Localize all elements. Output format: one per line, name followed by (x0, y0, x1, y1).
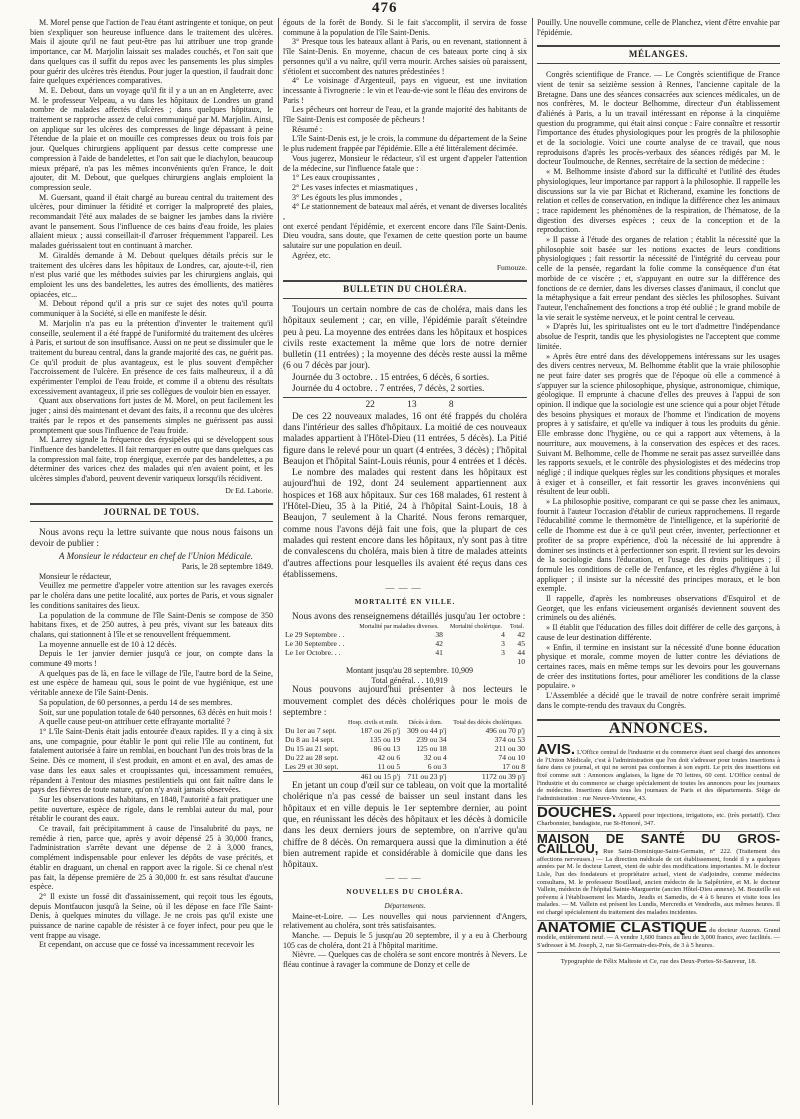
table-cell: 44 (517, 647, 525, 657)
paragraph: Toujours un certain nombre de cas de choléra, mais dans les hôpitaux seulement ; car, en ville, l'épidémie paraît s'éteindre peu à peu. La moyenne des entrées dans les hôpitaux et hospices civils reste exactement la même que lors de notre dernier bulletin (11 entrées) ; la moyenne des décès reste aussi la même (6 ou 7 décès par jour). (283, 304, 527, 372)
table-cell (283, 772, 344, 782)
paragraph: 1° L'île Saint-Denis était jadis entourée d'eaux rapides. Il y a cinq à six ans, une compagnie, pour établir le pont qui relie l'île au continent, fut fatalement autorisée à faire un remblai, en bouchant l'un des trois bras de la Seine. Dès ce moment, il s'est produit, en amont et en aval, des amas de vase dans les eaux sales et croupissantes qui, incessamment remuées, répandent à l'entour des miasmes pestilentiels qui ont fait naître dans le pays des fièvres de toute nature, qu'on n'y avait jamais observées. (30, 727, 273, 795)
table-cell: 6 ou 3 (427, 762, 447, 772)
page-number: 476 (372, 0, 398, 16)
mortality-heading: MORTALITÉ EN VILLE. (354, 597, 456, 606)
paragraph: 4° Le voisinage d'Argenteuil, pays en vigueur, est une invitation incessante à l'ivrognerie : le vin et l'eau-de-vie sont le fléau des environs de Paris ! (283, 76, 527, 105)
paragraph: L'Assemblée a décidé que le travail de notre confrère serait imprimé dans le compte-rendu des travaux du Congrès. (537, 691, 780, 710)
table-row (283, 639, 527, 648)
paragraph: » Après être entré dans des développemens intéressans sur les usages des divers centres nerveux, M. Belhomme établit que la vraie philosophie ne peut faire dater ses progrès que de l'époque où elle a commencé à s'appuyer sur la science philosophique, physique, astronomique, chimique, géologique. Il emprunte à chacune d'elles des preuves à l'appui de son opinion. Il indique que la sociologie est une science qui a pour objet l'étude des besoins physiques et moraux de l'homme et l'indication de moyens propres à y satisfaire, et qu'elle va indiquer à tous les produits du génie. Elle embrasse donc l'hygiène, ou ce qui a rapport aux vêtemens, à la nourriture, aux mouvemens, à la conservation des espèces et des races. Suivant M. Belhomme, celle de l'homme ne serait pas assez surveillée dans les rapports sexuels, et le contrôle des physiologistes et des médecins trop négligé ; il indique quelques règles sur les conditions physiques et morales à exiger et à conseiller, et fait ressortir les graves inconvéniens qui résultent de leur oubli. (537, 351, 780, 497)
total-entries: 22 (365, 400, 375, 411)
paragraph: Veuillez me permettre d'appeler votre attention sur les ravages exercés par le choléra dans une petite localité, aux portes de Paris, et vous signaler les conditions sanitaires des lieux. (30, 581, 273, 610)
paragraph: Et cependant, on accuse que ce fossé va incessamment recevoir les (39, 940, 255, 950)
column-header: Total des décès cholériques. (453, 719, 523, 727)
table-cell: 125 ou 18 (416, 744, 447, 754)
ad-maison-sante (537, 832, 780, 921)
table-cell: 32 ou 4 (423, 753, 447, 763)
table-cell: 211 ou 30 (494, 744, 525, 754)
table-cell: 187 ou 26 p'j (360, 726, 401, 736)
paragraph: 2° Il existe un fossé dit d'assainissement, qui reçoit tous les égouts, depuis Montfaucon jusqu'à la Seine, où il les dépose en face l'île Saint-Denis, à quelques minutes du village. Je ne crois pas qu'il existe une puissance de narine capable de résister à ce foyer infect, pour peu que le vent frappe au visage. (30, 891, 273, 940)
divider (283, 397, 527, 398)
column-header (283, 719, 344, 726)
paragraph: A quelques pas de là, en face le village de l'île, l'autre bord de la Seine, est une espèce de hameau qui, sous le point de vue hygiénique, est une véritable annexe de l'île Saint-Denis. (30, 668, 273, 698)
paragraph: Le nombre des malades qui restent dans les hôpitaux est aujourd'hui de 192, dont 24 seulement appartiennent aux hospices et 168 aux hôpitaux. Sur ces 168 malades, 61 restent à l'Hôtel-Dieu, 35 à la Pitié, 24 à l'hôpital Saint-Louis, 18 à Beaujon, 7 seulement à la Charité. Nous ferons remarquer, comme nous l'avons déjà fait une fois, que la plupart de ces malades qui restent encore dans les hôpitaux, n'y sont pas à titre de convalescens du choléra, mais bien à titre de malades atteints d'autres affections pour lesquelles ils avaient été reçus dans ces établissemens. (283, 468, 527, 580)
total-exits: 8 (448, 400, 454, 411)
paragraph: Congrès scientifique de France. — Le Congrès scientifique de France vient de tenir sa seizième session à Rennes, l'ancienne capitale de la Bretagne. Dans une des séances consacrées aux sciences médicales, un de nos confrères, M. le docteur Belhomme, directeur d'un établissement d'aliénés à Paris, a lu un travail intéressant en réponse à la cinquième question du programme, qui était ainsi conçue : Faire connaître et ressortir l'importance des études physiologiques pour les progrès de la philosophie et de la sociologie. Voici une courte analyse de ce travail, que nous reproduisons d'après les procès-verbaux des séances rédigés par M. le docteur Toulmouche, de Rennes, secrétaire de la section de médecine : (537, 70, 780, 167)
signature: Dr Ed. Laborie. (225, 485, 273, 495)
paragraph: Agréez, etc. (292, 250, 331, 260)
paragraph: La moyenne annuelle est de 10 à 12 décès. (39, 639, 177, 649)
table-row (283, 630, 527, 639)
paragraph: ont exercé pendant l'épidémie, et exercent encore dans l'île Saint-Denis. Dieu voudra, sans doute, que l'examen de cette question porte un baume salutaire sur une population en deuil. (283, 221, 527, 251)
paragraph: M. Morel pense que l'action de l'eau étant astringente et tonique, on peut bien s'expliquer son heureuse influence dans le traitement des ulcères. Mais il ajoute qu'il ne faut peut-être pas lui attribuer une trop grande importance, car M. Marjolin laissait ses malades couchés, et l'on sait que dans quelques cas il suffit du repos avec les pansements les plus simples pour guérir des ulcères très étendus. Pour juger la question, il faudrait donc faire quelques expériences comparatives. (30, 18, 273, 86)
table-cell: 135 ou 19 (369, 735, 401, 745)
table-total-row (283, 772, 527, 782)
ad-text: du docteur Auzoux. Grand modèle, entièrement neuf. — A vendre 1,600 francs au lieu de 3,000 francs, avec facilités. — S'adresser à M. Joseph, 2, rue St-Germain-des-Prés, de 3 à 5 heures. (537, 926, 780, 949)
table-row (283, 735, 527, 744)
paragraph: Pouilly. Une nouvelle commune, celle de Planchez, vient d'être envahie par l'épidémie. (537, 18, 780, 37)
section-heading-journal: JOURNAL DE TOUS. (30, 503, 273, 522)
journal-date: Paris, le 28 septembre 1849. (181, 562, 273, 572)
table-cell: 41 (435, 647, 443, 657)
paragraph: Vous jugerez, Monsieur le rédacteur, s'il est urgent d'appeler l'attention de la médecine, sur l'influence fatale que : (283, 153, 527, 173)
paragraph: Nous pouvons aujourd'hui présenter à nos lecteurs le mouvement complet des décès cholériques pour le mois de septembre : (283, 685, 527, 718)
column-header: Mortalité par maladies diverses. (359, 622, 439, 630)
paragraph: M. Debout répond qu'il a pris sur ce sujet des notes qu'il pourra communiquer à la Société, si elle en manifeste le désir. (30, 299, 273, 319)
table-cell: 10 (517, 656, 525, 666)
paragraph: En jetant un coup d'œil sur ce tableau, on voit que la mortalité cholérique n'a pas cessé de baisser un seul instant dans les hôpitaux et en ville depuis le 1er septembre dernier, au point que, en réunissant les décès des hôpitaux et les décès à domicile dans les deux derniers jours de septembre, on n'arrive qu'au chiffre de 8 décès. On remarquera aussi que la diminution a été bien autrement rapide et considérable à domicile que dans les hôpitaux. (283, 781, 527, 871)
paragraph: De ces 22 nouveaux malades, 16 ont été frappés du choléra dans l'intérieur des salles d'hôpitaux. La moitié de ces nouveaux malades appartient à l'Hôtel-Dieu (11 entrées, 5 décès). La Pitié figure dans le relevé pour un quart (4 entrées, 3 décès) ; l'hôpital Beaujon et l'hôpital Saint-Louis réunis, pour 4 entrées et 1 décès. (283, 411, 527, 467)
ad-anatomie (537, 918, 780, 954)
paragraph: M. E. Debout, dans un voyage qu'il fit il y a un an en Angleterre, avec M. le professeur Velpeau, a vu dans les hôpitaux de Londres un grand nombre de malades affectés d'ulcères ; dans quelques hôpitaux, le traitement se rapproche assez de celui communiqué par M. Marjolin. Ainsi, on applique sur les ulcères des compresses de linge dépassant à peine l'étendue de la plaie et on mouille ces compresses deux ou trois fois par jour. Quelques chirurgiens appliquent par dessus cette compresse une compression à l'aide de bandelettes, et l'on sait que le diachylon, beaucoup mieux préparé, n'a pas les mêmes inconvénients qu'en France, le doit ajouter, dit M. Debout, que quelques chirurgiens anglais emploient la compression seule. (30, 85, 273, 192)
printer-footer: Typographie de Félix Malteste et Ce, rue des Deux-Portes-St-Sauveur, 18. (560, 958, 757, 966)
bulletin-body (283, 305, 527, 581)
table-cell: Le 1er Octobre. . . (285, 647, 341, 657)
journal-salutation: Monsieur le rédacteur, (39, 571, 112, 581)
ad-douches (537, 806, 780, 831)
table-row (283, 753, 527, 762)
table-cell: 4 (501, 629, 505, 639)
ad-text: Appareil pour injections, irrigations, etc. (très portatif). Chez Charbonnier, bandagiste, rue St-Honoré, 347. (537, 812, 780, 827)
section-heading-annonces: ANNONCES. (537, 719, 780, 738)
paragraph: Nous avons des renseignemens détaillés jusqu'au 1er octobre : (292, 611, 526, 622)
table-cell: 74 ou 10 (498, 753, 525, 763)
table-header (283, 623, 527, 630)
column-divider (532, 18, 533, 1105)
table-row (283, 648, 527, 657)
paragraph: La population de la commune de l'île Saint-Denis se compose de 350 habitans fixes, et de 250 autres, à peu près, vivant sur les bateaux dits chalans, qui stationnent à l'île et se renouvellent fréquemment. (30, 610, 273, 639)
paragraph: égouts de la forêt de Bondy. Si le fait s'accomplit, il servira de fosse commune à la population de l'île Saint-Denis. (283, 18, 527, 37)
column-header: Total. (509, 622, 525, 630)
column-header: Hosp. civils et milit. (348, 719, 399, 727)
ad-avis (537, 743, 780, 806)
paragraph: M. Marjolin n'a pas eu la prétention d'inventer le traitement qu'il conseille, seulement il a été frappé de l'uniformité du traitement des ulcères à Paris, et surtout de son insuffisance. Aussi on ne peut se dissimuler que le traitement du bureau central, dans la grande majorité des cas, ne guérit pas. Ce qu'il produit de plus avantageux, est le plus souvent d'empêcher l'accroissement de l'ulcère. En présence de ces faits malheureux, il a dû expérimenter l'emploi de l'eau froide, et comme il a obtenu des résultats excessivement avantageux, il prie ses collègues de vouloir bien en essayer. (30, 318, 273, 396)
column-divider (278, 18, 279, 1105)
paragraph: » D'après lui, les spiritualistes ont eu le tort d'admettre l'indépendance absolue de l'esprit, tandis que les physiologistes ne l'acceptent que comme limitée. (537, 322, 780, 351)
section-heading-bulletin: BULLETIN DU CHOLÉRA. (283, 280, 527, 299)
paragraph: Les pêcheurs ont horreur de l'eau, et la grande majorité des habitants de l'île Saint-Denis est composée de pêcheurs ! (283, 105, 527, 125)
ad-title: ANATOMIE CLASTIQUE (537, 918, 708, 936)
column-header: Mortalité cholérique. (449, 622, 503, 630)
table-cell: Du 1er au 7 sept. (285, 726, 337, 736)
table-cell: 309 ou 44 p'j (407, 726, 447, 736)
table-cell: 711 ou 23 p'j (407, 772, 447, 782)
table-row (283, 762, 527, 772)
paragraph: » La philosophie positive, comparant ce qui se passe chez les animaux, fournit à l'auteur l'occasion d'établir de curieux rapprochemens. Il regarde l'éducabilité comme le thermomètre de l'intelligence, et la supériorité de celle de l'homme est due à ce qu'il peut créer, inventer, perfectionner et profiter de sa propre expérience, d'où la nécessité de lui apprendre à dominer ses instincts et à perfectionner son esprit. Il revient sur les devoirs de la sociologie dans l'éducation, et l'usage des droits politiques ; il formule les conditions de celle de l'enfance, et les règles d'hygiène à lui appliquer ; il insiste sur la nécessité des principes moraux, et le bon exemple. (537, 497, 780, 594)
paragraph: Ce travail, fait précipitamment à cause de l'insalubrité du pays, ne remédie à rien, parce que, après y avoir dépensé 25 à 30,000 francs, l'administration s'arrête devant une dépense de 2 à 3,000 francs, complément indispensable pour enlever les dépôts de vase précités, et établir en draguant, un chenal en rapport avec la rigole. Si ce chenal n'est pas fait, la dépense première de 25 à 30,000 fr. est sans résultat d'aucune espèce. (30, 824, 273, 892)
table-cell: 461 ou 15 p'j (360, 772, 401, 782)
table-cell: 42 ou 6 (377, 753, 401, 763)
paragraph: 3° Presque tous les bateaux allant à Paris, ou en revenant, stationnent à l'île Saint-Denis. En moyenne, chacun de ces bateaux porte cinq à six personnes qu'il a vu naître, qu'il verra mourir. Arches saisies où paraissent, s'étiolent et succombent des natures prédestinées ! (283, 37, 527, 76)
table-cell: 374 ou 53 (494, 735, 525, 745)
ad-text: Rue Saint-Dominique-Saint-Germain, n° 222. (Traitement des affections nerveuses.) — La direction médicale de cet établissement, fondé il y a quelques années par M. le docteur Lenret, vient de subir des modifications importantes. M. le docteur Lisle, l'un des fondateurs et propriétaire actuel, vient de s'adjoindre, comme médecins consultans, M. le professeur Bouillaud, ancien médecin de la Salpêtrière, et M. le docteur Vallein, médecin de l'hôpital Sainte-Marguerite (ancien Hôtel-Dieu annexe). M. Bouteille est prévenu à l'établissement les Mardis, Jeudis et Samedis, de 4 à 6 heures et visite tous les malades. — M. Vallein est présent les Lundis, Mercredis et Vendredis, aux mêmes heures. Il est chargé spécialement du traitement des malades incidentes. (537, 848, 780, 916)
bulletin-row: Journée du 3 octobre. . 15 entrées, 6 décès, 6 sorties. (292, 372, 490, 383)
table-cell: Le 30 Septembre . . (285, 638, 345, 648)
mortality-table (283, 623, 527, 666)
paragraph: Nièvre. — Quelques cas de choléra se sont encore montrés à Nevers. Le fléau continue à ravager la commune de Donzy et celle de (283, 950, 527, 970)
table-row (283, 744, 527, 753)
table-cell: 42 (435, 638, 443, 648)
paragraph: Soit, sur une population totale de 640 personnes, 63 décès en huit mois ! (39, 707, 273, 717)
column-3 (537, 18, 780, 967)
table-cell: 1172 ou 39 p'j (481, 772, 525, 782)
ad-title: AVIS. (537, 741, 576, 759)
nouvelles-subheading: Départements. (384, 901, 426, 910)
ad-title: MAISON DE SANTÉ DU GROS-CAILLOU, (537, 830, 780, 857)
table-cell: 86 ou 13 (373, 744, 401, 754)
ad-title: DOUCHES. (537, 804, 617, 822)
list-item: 1° Les eaux croupissantes , (292, 173, 380, 183)
list-item: 3° Les égouts les plus immondes , (292, 192, 402, 202)
table-cell: 3 (501, 647, 505, 657)
paragraph: Sur les observations des habitans, en 1848, l'autorité a fait pratiquer une petite ouverture, espèce de rigole, dans le remblai auteur du mal, pour rétablir le courant des eaux. (30, 794, 273, 824)
table-cell: Du 15 au 21 sept. (285, 744, 339, 754)
paragraph: Sa population, de 60 personnes, a perdu 14 de ses membres. (39, 697, 233, 707)
paragraph: Manche. — Depuis le 5 jusqu'au 20 septembre, il y a eu à Cherbourg 105 cas de choléra, dont 21 à l'hôpital maritime. (283, 931, 527, 950)
paragraph: « Enfin, il termine en insistant sur la nécessité d'une bonne éducation physique et morale, comme moyen de lutter contre les déviations de certaines races, mais en même temps sur les devoirs pour les gouvernans de créer des institutions fortes, pour améliorer les conditions de la classe populaire. » (537, 642, 780, 691)
table-cell: 42 (517, 629, 525, 639)
paragraph: Depuis le 1er janvier dernier jusqu'à ce jour, on compte dans la commune 49 morts ! (30, 649, 273, 669)
table-cell: Le 29 Septembre . . (285, 629, 345, 639)
bulletin-row: Journée du 4 octobre. . 7 entrées, 7 décès, 2 sorties. (292, 384, 485, 395)
mortality-montant: Montant jusqu'au 28 septembre. 10,909 (345, 665, 474, 675)
table-cell: 496 ou 70 p'j (485, 726, 525, 736)
society-report (30, 18, 273, 495)
table-header (283, 719, 527, 726)
paragraph: Résumé : (292, 124, 323, 134)
ornament: ——— (385, 873, 425, 884)
column-1 (30, 18, 273, 950)
table-cell: Du 22 au 28 sept. (285, 753, 339, 763)
paragraph: » Il établit que l'éducation des filles doit différer de celle des garçons, à cause de leur destination différente. (537, 623, 780, 642)
journal-letter (30, 528, 273, 562)
monthly-table (283, 719, 527, 781)
paragraph: Quant aux observations fort justes de M. Morel, on peut facilement les juger ; ainsi dès maintenant et devant des faits, il a reconnu que des ulcères traités par le repos et des pansements simples ne guérissent pas aussi promptement que sous l'influence de l'eau froide. (30, 396, 273, 435)
paragraph: M. Guersant, quand il était chargé au bureau central du traitement des ulcères, pour diminuer la fétidité et corriger la malpropreté des plaies, recommandait l'été aux malades de se baigner les jambes dans la rivière avant le pansement. Sous l'influence de ces bains d'eau froide, les plaies allaient mieux ; aussi conseillait-il d'arroser fréquemment l'appareil. Les malades guérissaient tout en continuant à marcher. (30, 192, 273, 251)
table-cell: 11 ou 5 (377, 762, 401, 772)
bulletin-totals (283, 400, 527, 411)
total-deaths: 13 (407, 400, 417, 411)
paragraph: » Il passe à l'étude des organes de relation ; établit la nécessité que la philosophie soit basée sur les notions exactes de leurs conditions physiologiques ; fait ressortir la nécessité de l'intégrité du cerveau pour celle de la pensée, regardant la folie comme la conséquence d'un état morbide de ce viscère ; et, s'appuyant en outre sur la différence des fonctions de ce dernier, dans les diverses classes d'animaux, il conclut que la métaphysique a fait erreur pendant des siècles les philosophes. Suivant l'auteur, l'enchaînement des fonctions a trop été oublié ; le grand mobile de la vie serait le système nerveux, et le point central le cerveau. (537, 235, 780, 322)
paragraph: L'île Saint-Denis est, je le crois, la commune du département de la Seine le plus rudement frappée par l'épidémie. Elle a été littéralement décimée. (283, 134, 527, 154)
journal-address: A Monsieur le rédacteur en chef de l'Union Médicale. (59, 550, 253, 561)
paragraph: « M. Belhomme insiste d'abord sur la difficulté et l'utilité des études physiologiques, leur importance par rapport à la philosophie. Il rappelle les discussions sur la vie par Bichat et Richerand, examine les fonctions de relation et celles de conservation, en indique la différence chez les animaux ; trace rapidement les phénomènes de la respiration, de l'hématose, de la digestion des diverses espèces ; ceux de la conception et de la reproduction. (537, 167, 780, 235)
paragraph: A quelle cause peut-on attribuer cette effrayante mortalité ? (39, 717, 231, 727)
column-header: Décès à dom. (408, 719, 443, 727)
list-item: 4° Le stationnement de bateaux mal aérés, et venant de diverses localités , (283, 202, 527, 222)
journal-intro: Nous avons reçu la lettre suivante que nous nous faisons un devoir de publier : (30, 528, 273, 550)
section-heading-melanges: MÉLANGES. (537, 45, 780, 64)
nouvelles-heading: NOUVELLES DU CHOLÉRA. (346, 888, 464, 897)
list-item: 2° Les vases infectes et miasmatiques , (292, 182, 418, 192)
table-row (283, 726, 527, 735)
ad-text: L'Office central de l'industrie et du commerce étant seul chargé des annonces de l'Union Médicale, c'est à l'administration que l'on doit s'adresser pour toutes insertions à faire dans ce journal, et qui ne seront pas conformes à son esprit. Le prix des insertions est fixé comme suit : Annonces anglaises, la ligne de 70 lettres, 60 cent. L'Office central de l'industrie et du commerce se charge spécialement de toutes les annonces pour les journaux de médecine. Insertions dans tous les journaux de Paris et des départements. Siège de l'administration : rue Neuve-Vivienne, 43. (537, 749, 780, 802)
table-row (283, 657, 527, 666)
signature: Fumouze. (496, 262, 527, 272)
paragraph: Il rappelle, d'après les nombreuses observations d'Esquirol et de Georget, que les enfans vicieusement organisés deviennent souvent des criminels ou des aliénés. (537, 594, 780, 623)
column-2 (283, 18, 527, 970)
ornament: ——— (385, 583, 425, 594)
table-cell: 38 (435, 629, 443, 639)
table-cell: 17 ou 8 (502, 762, 525, 772)
paragraph: Maine-et-Loire. — Les nouvelles qui nous parviennent d'Angers, relativement au choléra, sont très satisfaisantes. (283, 911, 527, 931)
table-cell: Les 29 et 30 sept. (285, 762, 339, 772)
table-cell: 3 (501, 638, 505, 648)
paragraph: M. Larrey signale la fréquence des érysipèles qui se développent sous l'influence des bandelettes. Il fait remarquer en outre que dans quelques cas la compression mal faite, trop énergique, exercée par des bandelettes, a pu déterminer des varices chez des malades qui n'en avaient point, et les ulcères simples d'abord, peuvent devenir variqueux lorsqu'ils récidivent. (30, 435, 273, 484)
table-cell: 239 ou 34 (416, 735, 447, 745)
mortality-total: Total général. . . 10,919 (371, 675, 448, 685)
paragraph: M. Giraldès demande à M. Debout quelques détails précis sur le traitement des ulcères dans les hôpitaux de Londres, car, ajoute-t-il, rien n'est plus varié que les méthodes suivies par les chirurgiens anglais, qui emploient les uns des bandelettes, les autres des émollients, des matières opiacées, etc... (30, 250, 273, 299)
table-cell: Du 8 au 14 sept. (285, 735, 335, 745)
table-cell: 45 (517, 638, 525, 648)
